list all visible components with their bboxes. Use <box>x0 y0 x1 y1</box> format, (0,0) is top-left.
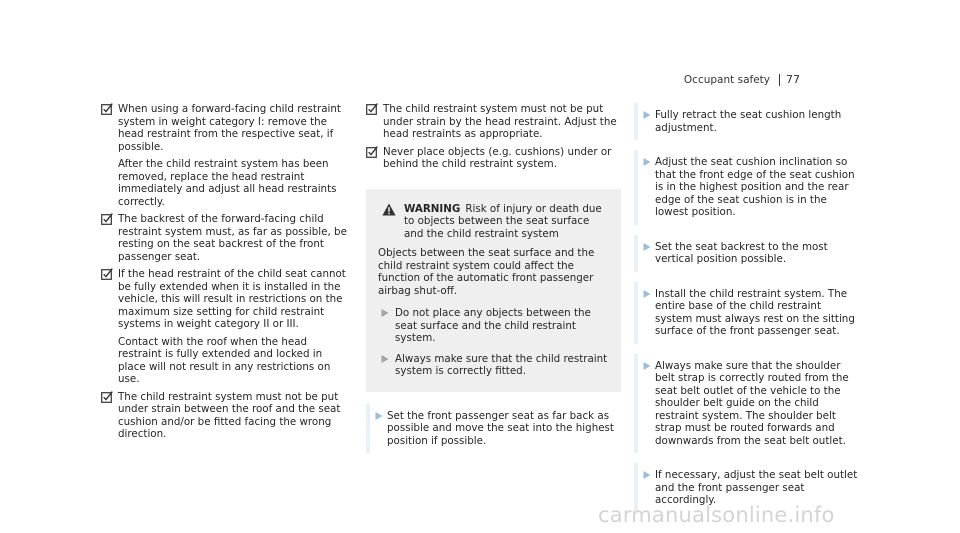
page-header <box>684 74 800 86</box>
warning-step-text: Do not place any objects between the seat surface and the child restraint system. <box>395 307 591 344</box>
step-arrow-icon <box>643 290 651 298</box>
instruction-step <box>634 282 858 344</box>
warning-box <box>366 189 621 392</box>
check-item-text: Contact with the roof when the head restraint is fully extended and locked in place will not result in any restrictions on use. <box>118 335 331 385</box>
check-item-text: The child restraint system must not be put under strain between the roof and the seat cushion and/or be fitted facing the wrong direction. <box>118 390 341 440</box>
column-1 <box>101 103 351 446</box>
section-title: Occupant safety <box>683 74 770 86</box>
check-item <box>366 103 621 141</box>
check-item <box>101 268 351 386</box>
instruction-step-text: Adjust the seat cushion inclination so that the front edge of the seat cushion is in the highest position and the rear edge of the seat cushion is in the lowest position. <box>655 156 855 218</box>
checkbox-icon <box>101 391 113 403</box>
check-item <box>101 213 351 263</box>
check-item-text: After the child restraint system has been removed, replace the head restraint immediately and adjust all head restraints correctly. <box>118 158 337 208</box>
instruction-step <box>634 150 858 225</box>
instruction-step-text: Set the front passenger seat as far back as possible and move the seat into the highest position if possible. <box>387 409 614 447</box>
instruction-step <box>366 404 621 454</box>
check-item-text: When using a forward-facing child restraint system in weight category I: remove the head restraint from the respective seat, if possible. <box>118 103 341 153</box>
checkbox-icon <box>101 268 113 280</box>
instruction-step <box>634 354 858 454</box>
warning-header <box>378 203 609 241</box>
instruction-step-text: Always make sure that the shoulder belt strap is correctly routed from the seat belt outlet of the vehicle to the shoulder belt guide on the child restraint system. The shoulder belt strap must be routed forwards and downwards from the seat belt outlet. <box>655 359 849 447</box>
checkbox-icon <box>366 146 378 158</box>
check-item <box>101 391 351 441</box>
check-item-text: Never place objects (e.g. cushions) under or behind the child restraint system. <box>383 145 612 170</box>
step-arrow-icon <box>643 243 651 251</box>
watermark: carmanualsonline.info <box>598 503 835 527</box>
check-item <box>366 146 621 171</box>
column-3 <box>634 103 858 523</box>
checkbox-icon <box>101 103 113 115</box>
warning-triangle-icon <box>382 203 396 216</box>
step-arrow-icon <box>643 362 651 370</box>
page-number: 77 <box>779 74 800 86</box>
warning-step-text: Always make sure that the child restraint system is correctly fitted. <box>395 352 608 377</box>
warning-step <box>378 353 609 378</box>
warning-heading-text <box>404 203 609 241</box>
instruction-step <box>634 103 858 140</box>
step-arrow-icon <box>643 158 651 166</box>
step-arrow-icon <box>643 471 651 479</box>
checkbox-icon <box>366 103 378 115</box>
instruction-step-text: Install the child restraint system. The entire base of the child restraint system must always rest on the sitting surface of the front passenger seat. <box>655 287 855 337</box>
check-item <box>101 103 351 208</box>
step-arrow-icon <box>381 309 389 317</box>
warning-step <box>378 307 609 345</box>
warning-subtitle: Risk of injury or death due to objects between the seat surface and the child restraint system <box>404 202 602 240</box>
column-2 <box>366 103 621 464</box>
checkbox-icon <box>101 213 113 225</box>
check-item-text: The child restraint system must not be put under strain by the head restraint. Adjust the head restraints as appropriate. <box>383 103 617 140</box>
check-item-text: The backrest of the forward-facing child restraint system must, as far as possible, be resting on the seat backrest of the front passenger seat. <box>118 213 347 263</box>
warning-title: WARNING <box>404 202 461 215</box>
step-arrow-icon <box>375 412 383 420</box>
check-item-text: If the head restraint of the child seat cannot be fully extended when it is installed in the vehicle, this will result in restrictions on the maximum size setting for child restraint systems in weight category II or III. <box>118 268 346 330</box>
warning-intro: Objects between the seat surface and the child restraint system could affect the function of the automatic front passenger airbag shut-off. <box>378 247 595 297</box>
instruction-step-text: Set the seat backrest to the most vertical position possible. <box>655 240 828 265</box>
step-arrow-icon <box>643 111 651 119</box>
step-arrow-icon <box>381 355 389 363</box>
instruction-step <box>634 235 858 272</box>
instruction-step-text: Fully retract the seat cushion length adjustment. <box>655 109 842 134</box>
instruction-step-text: If necessary, adjust the seat belt outlet and the front passenger seat accordingly. <box>655 469 858 506</box>
